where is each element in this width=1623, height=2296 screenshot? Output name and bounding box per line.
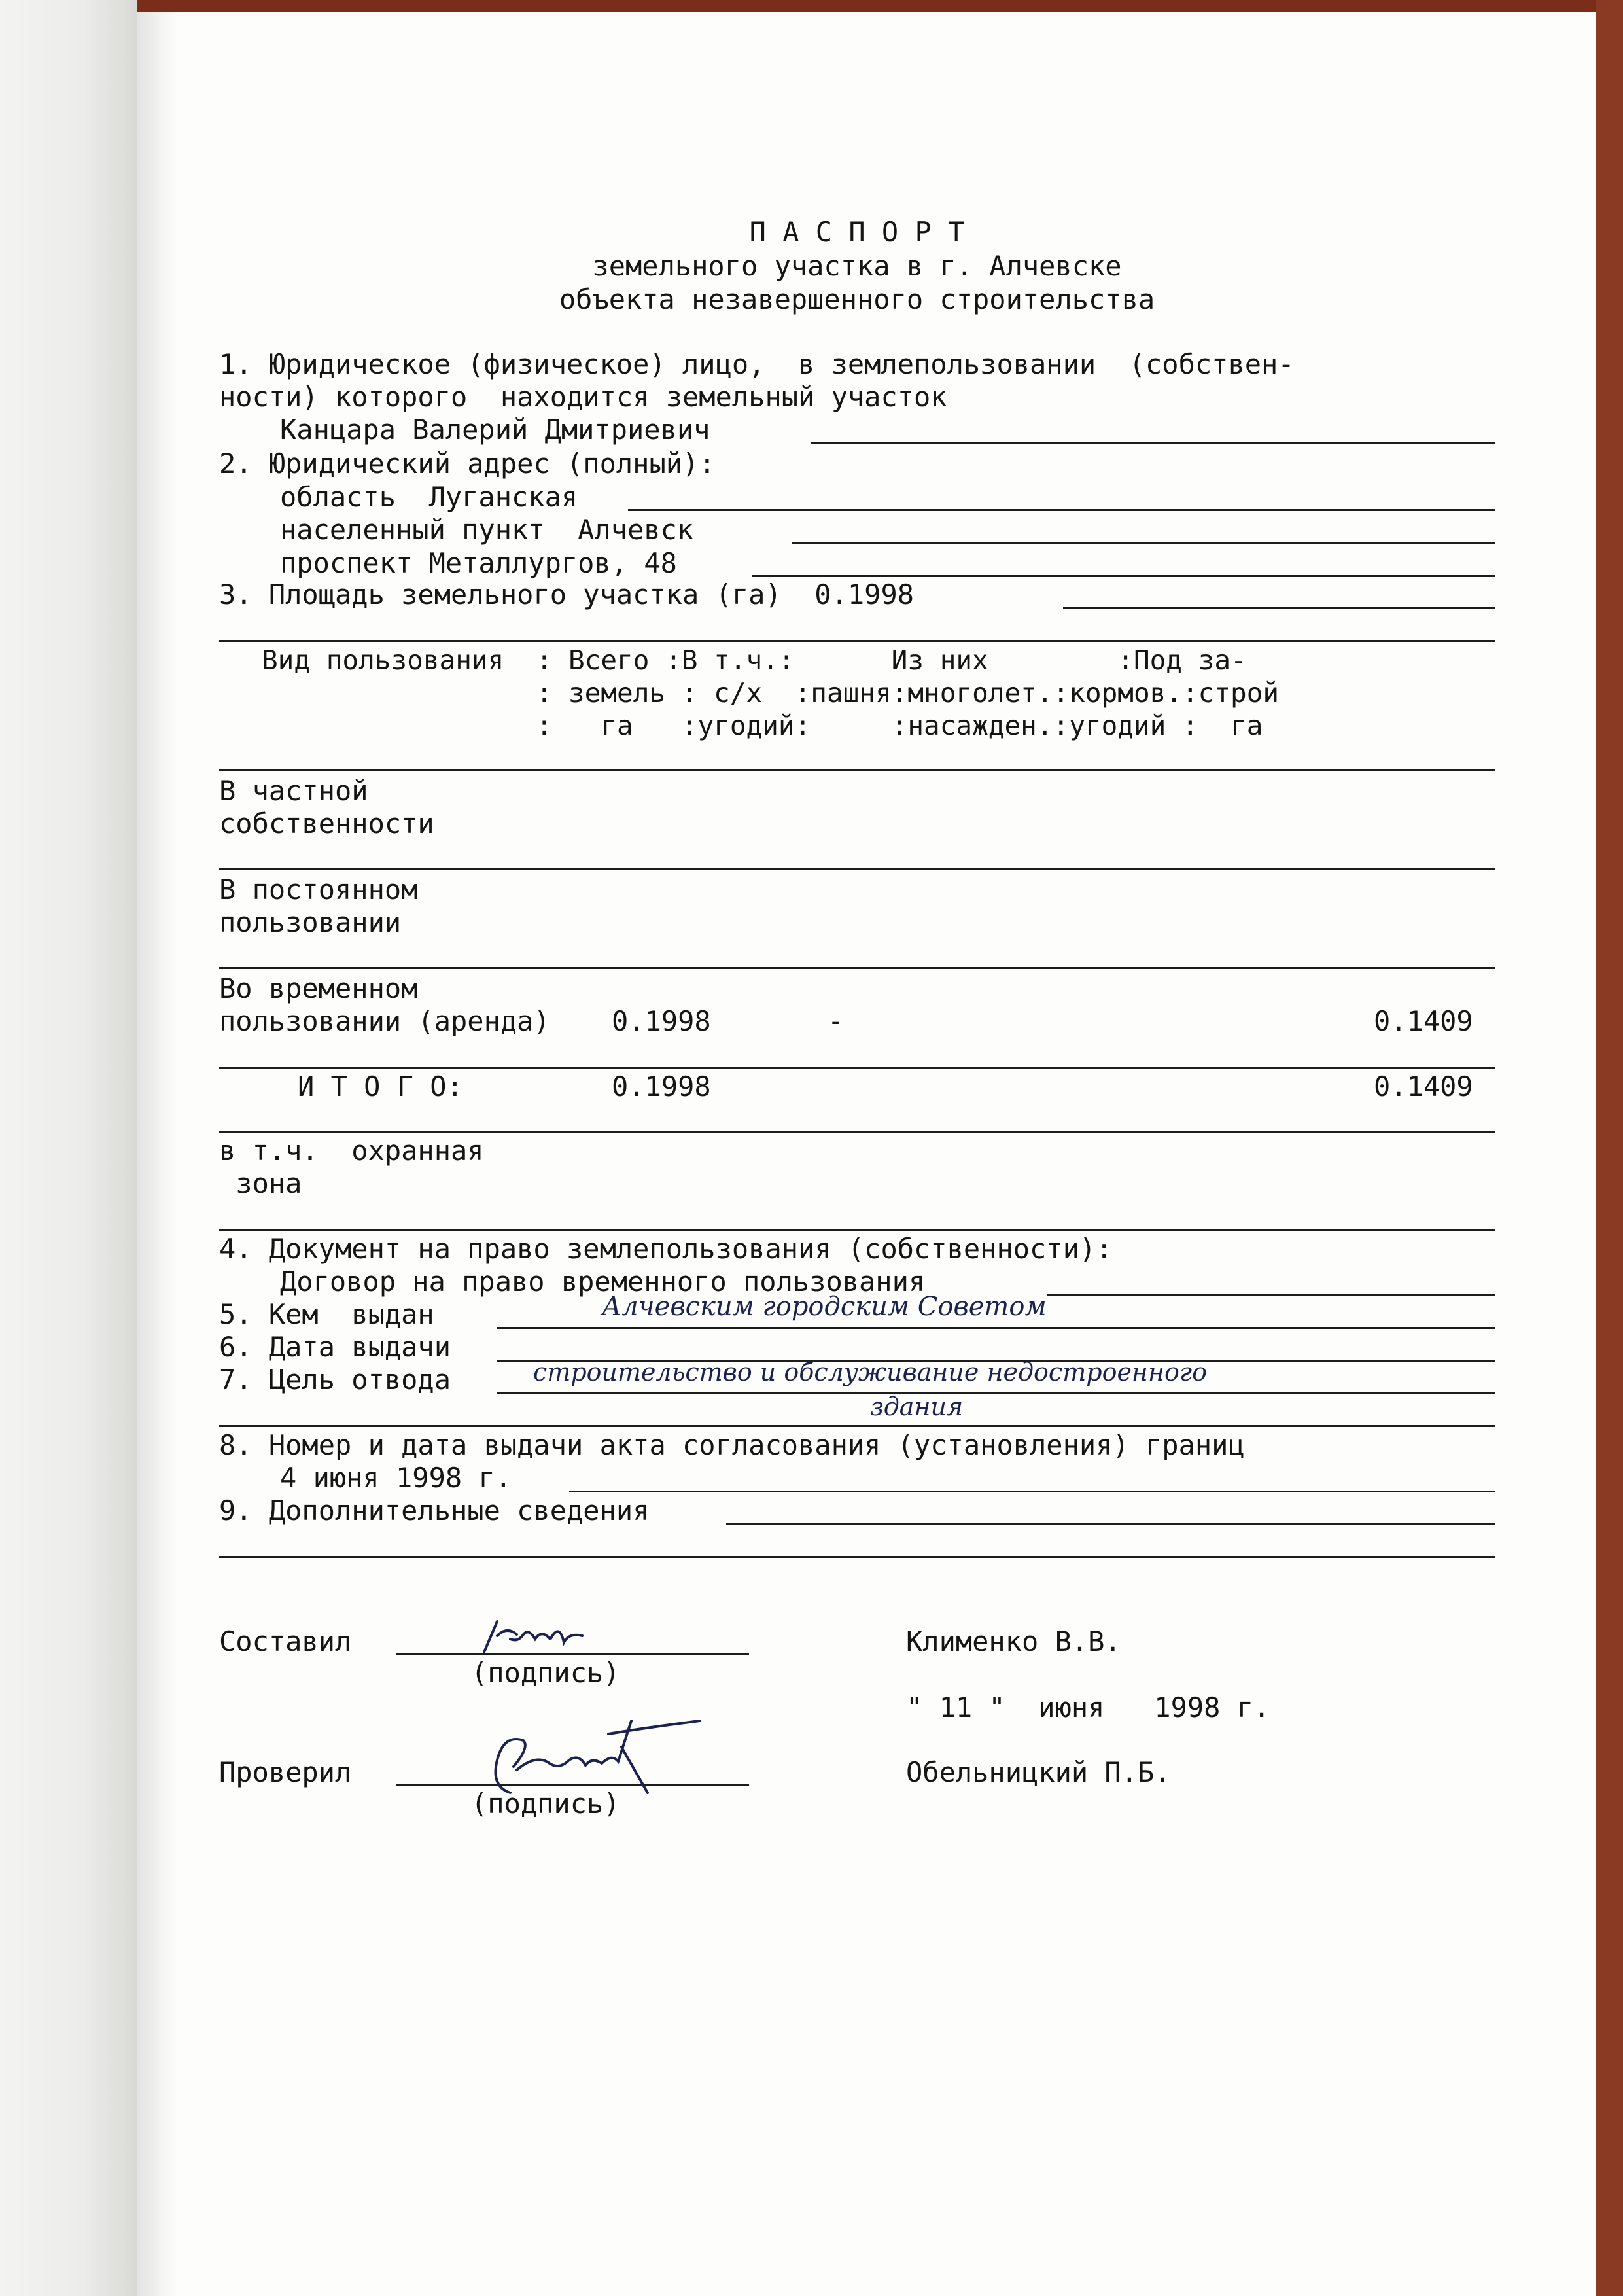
checked-name: Обельницкий П.Б.	[906, 1756, 1171, 1788]
row-temporary-build: 0.1409	[1374, 1005, 1473, 1037]
row-temporary-line-1: Во временном	[219, 972, 418, 1004]
item-1-owner-name: Канцара Валерий Дмитриевич	[280, 414, 710, 446]
item-2-street: проспект Металлургов, 48	[280, 547, 677, 579]
item-8-label: 8. Номер и дата выдачи акта согласования (установления) границ	[219, 1429, 1245, 1461]
item-7-second-underline	[219, 1425, 1495, 1427]
document-subtitle-1: земельного участка в г. Алчевске	[592, 250, 1122, 282]
signature-date: " 11 " июня 1998 г.	[906, 1691, 1270, 1723]
item-7-label: 7. Цель отвода	[219, 1364, 451, 1396]
item-5-underline	[497, 1327, 1495, 1329]
row-private-rule	[219, 868, 1495, 870]
row-permanent-line-2: пользовании	[219, 906, 402, 938]
item-9-label: 9. Дополнительные сведения	[219, 1494, 650, 1527]
checked-signature-icon	[451, 1708, 713, 1806]
row-total-label: И Т О Г О:	[298, 1070, 463, 1103]
binder-left-margin	[0, 0, 137, 2296]
item-4-value: Договор на право временного пользования	[280, 1265, 926, 1298]
item-9-second-underline	[219, 1556, 1495, 1558]
composed-caption: (подпись)	[471, 1657, 620, 1689]
item-8-value: 4 июня 1998 г.	[280, 1462, 512, 1494]
table-header-row-3: : га :угодий: :насажден.:угодий : га	[262, 710, 1263, 741]
item-7-handwritten-purpose: строительство и обслуживание недостроенного	[533, 1358, 1207, 1386]
row-permanent-rule	[219, 967, 1495, 969]
composed-signature-icon	[478, 1616, 628, 1662]
item-8-underline	[569, 1491, 1495, 1492]
row-temporary-total: 0.1998	[612, 1005, 711, 1037]
row-temporary-dash: -	[828, 1005, 845, 1037]
row-total-build: 0.1409	[1374, 1070, 1473, 1103]
checked-caption: (подпись)	[471, 1788, 620, 1820]
item-3-area: 3. Площадь земельного участка (га) 0.1998	[219, 578, 915, 610]
item-2-label: 2. Юридический адрес (полный):	[219, 448, 716, 480]
item-3-underline	[1063, 607, 1495, 609]
row-temporary-line-2: пользовании (аренда)	[219, 1005, 550, 1037]
row-permanent-line-1: В постоянном	[219, 874, 418, 906]
row-protect-line-2: зона	[219, 1167, 302, 1199]
item-2-street-underline	[752, 575, 1495, 577]
checked-label: Проверил	[219, 1756, 352, 1788]
document-subtitle-2: объекта незавершенного строительства	[559, 283, 1155, 315]
item-2-region-underline	[628, 509, 1495, 511]
table-header-rule	[219, 769, 1495, 771]
composed-label: Составил	[219, 1625, 352, 1657]
item-1-label-line-1: 1. Юридическое (физическое) лицо, в землепользовании (собствен-	[219, 348, 1295, 380]
item-1-underline	[811, 442, 1495, 444]
item-4-underline	[1047, 1294, 1495, 1296]
item-2-locality: населенный пункт Алчевск	[280, 514, 694, 546]
row-protect-line-1: в т.ч. охранная	[219, 1135, 484, 1167]
row-private-line-2: собственности	[219, 807, 434, 839]
item-1-label-line-2: ности) которого находится земельный участок	[219, 381, 947, 413]
binder-right-edge	[1596, 0, 1623, 2296]
table-header-row-2: : земель : с/х :пашня:многолет.:кормов.:строй	[262, 677, 1280, 709]
row-private-line-1: В частной	[219, 775, 368, 807]
page-shadow	[137, 12, 177, 2296]
composed-name: Клименко В.В.	[906, 1625, 1121, 1657]
item-7-handwritten-purpose-cont: здания	[870, 1392, 964, 1421]
row-temporary-rule	[219, 1067, 1495, 1069]
table-bottom-rule	[219, 1229, 1495, 1231]
row-total-total: 0.1998	[612, 1070, 711, 1103]
document-title: П А С П О Р Т	[749, 216, 965, 248]
item-4-label: 4. Документ на право землепользования (собственности):	[219, 1233, 1113, 1265]
item-6-label: 6. Дата выдачи	[219, 1331, 451, 1363]
item-5-handwritten-issuer: Алчевским городским Советом	[602, 1292, 1047, 1322]
item-5-label: 5. Кем выдан	[219, 1298, 434, 1330]
item-7-underline	[497, 1392, 1495, 1394]
table-top-rule	[219, 640, 1495, 642]
item-9-underline	[726, 1523, 1495, 1525]
row-total-rule	[219, 1131, 1495, 1133]
item-2-region: область Луганская	[280, 481, 578, 513]
table-header-row-1: Вид пользования : Всего :В т.ч.: Из них :Под за-	[262, 645, 1247, 676]
item-2-locality-underline	[792, 542, 1495, 544]
